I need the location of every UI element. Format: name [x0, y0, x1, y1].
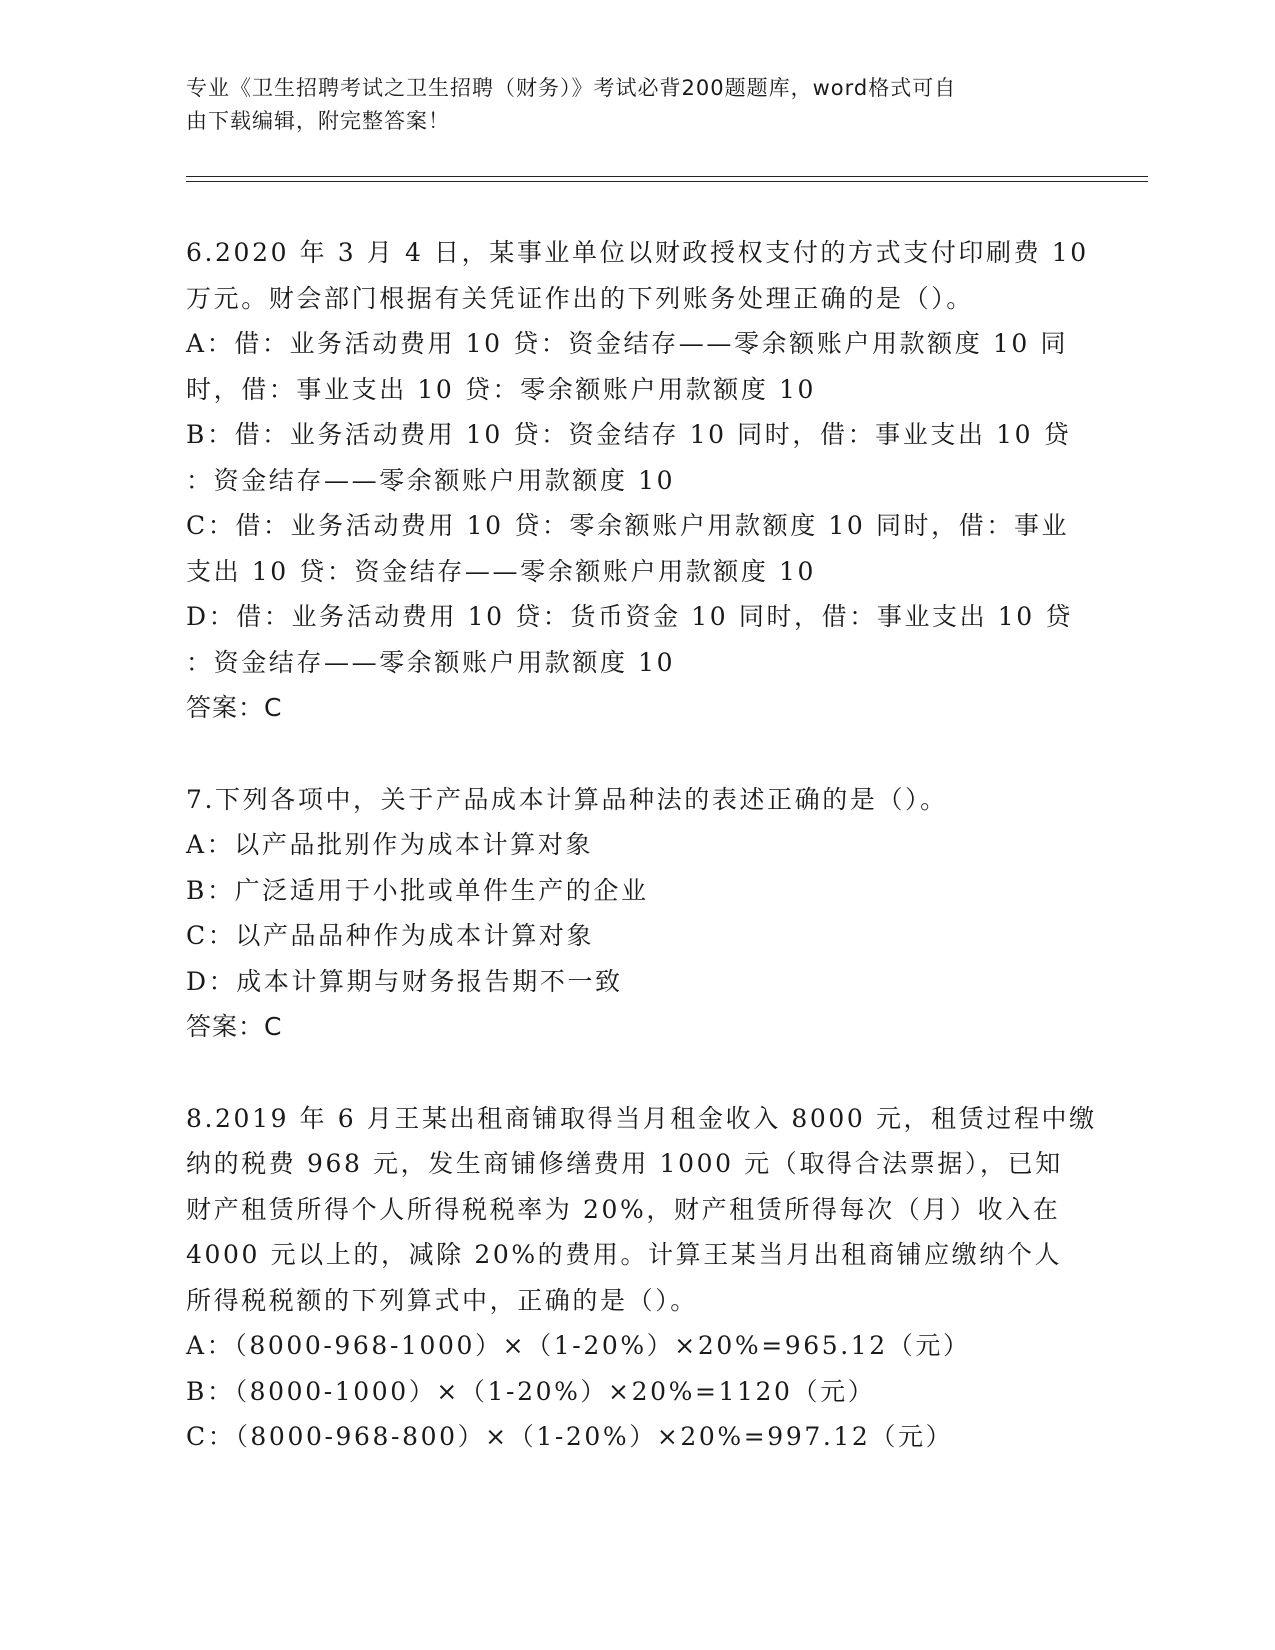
- option-b-line: B：借：业务活动费用 10 贷：资金结存 10 同时，借：事业支出 10 贷: [186, 420, 1072, 449]
- question-text-line: 纳的税费 968 元，发生商铺修缮费用 1000 元（取得合法票据），已知: [186, 1149, 1063, 1178]
- document-header: [186, 72, 1066, 138]
- question-8: [186, 1096, 1097, 1460]
- option-a-line: A：以产品批别作为成本计算对象: [186, 830, 594, 859]
- question-7: [186, 777, 1076, 1050]
- option-a-line: 时，借：事业支出 10 贷：零余额账户用款额度 10: [186, 374, 817, 404]
- question-text-line: 8.2019 年 6 月王某出租商铺取得当月租金收入 8000 元，租赁过程中缴: [186, 1103, 1097, 1133]
- header-divider-top: [186, 176, 1148, 177]
- option-d-line: ：资金结存——零余额账户用款额度 10: [186, 647, 676, 677]
- option-c-line: 支出 10 贷：资金结存——零余额账户用款额度 10: [186, 556, 817, 586]
- question-text-line: 所得税税额的下列算式中，正确的是（）。: [186, 1285, 698, 1315]
- question-text-line: 财产租赁所得个人所得税税率为 20%，财产租赁所得每次（月）收入在: [186, 1194, 1061, 1224]
- option-c-line: C：借：业务活动费用 10 贷：零余额账户用款额度 10 同时，借：事业: [186, 511, 1070, 540]
- option-b-line: ：资金结存——零余额账户用款额度 10: [186, 465, 676, 495]
- question-list: [186, 230, 1097, 1506]
- header-line-2: 由下载编辑，附完整答案！: [186, 109, 450, 133]
- question-text-line: 6.2020 年 3 月 4 日，某事业单位以财政授权支付的方式支付印刷费 10: [186, 238, 1089, 267]
- question-text-line: 4000 元以上的，减除 20%的费用。计算王某当月出租商铺应缴纳个人: [186, 1240, 1063, 1269]
- option-b-line: B：（8000-1000）×（1-20%）×20%=1120（元）: [186, 1376, 876, 1406]
- answer-label: 答案：C: [186, 1012, 283, 1041]
- option-a-line: A：（8000-968-1000）×（1-20%）×20%=965.12（元）: [186, 1331, 971, 1360]
- question-text-line: 7.下列各项中，关于产品成本计算品种法的表述正确的是（）。: [186, 784, 948, 814]
- option-c-line: C：（8000-968-800）×（1-20%）×20%=997.12（元）: [186, 1422, 954, 1451]
- header-divider-bottom: [186, 181, 1148, 182]
- option-d-line: D：借：业务活动费用 10 贷：货币资金 10 同时，借：事业支出 10 贷: [186, 602, 1073, 631]
- answer-label: 答案：C: [186, 693, 283, 722]
- option-b-line: B：广泛适用于小批或单件生产的企业: [186, 875, 649, 905]
- option-a-line: A：借：业务活动费用 10 贷：资金结存——零余额账户用款额度 10 同: [186, 329, 1069, 358]
- option-c-line: C：以产品品种作为成本计算对象: [186, 921, 595, 950]
- option-d-line: D：成本计算期与财务报告期不一致: [186, 966, 623, 996]
- header-line-1: 专业《卫生招聘考试之卫生招聘（财务）》考试必背200题题库，word格式可自: [186, 76, 957, 100]
- question-6: [186, 230, 1089, 731]
- question-text-line: 万元。财会部门根据有关凭证作出的下列账务处理正确的是（）。: [186, 283, 974, 313]
